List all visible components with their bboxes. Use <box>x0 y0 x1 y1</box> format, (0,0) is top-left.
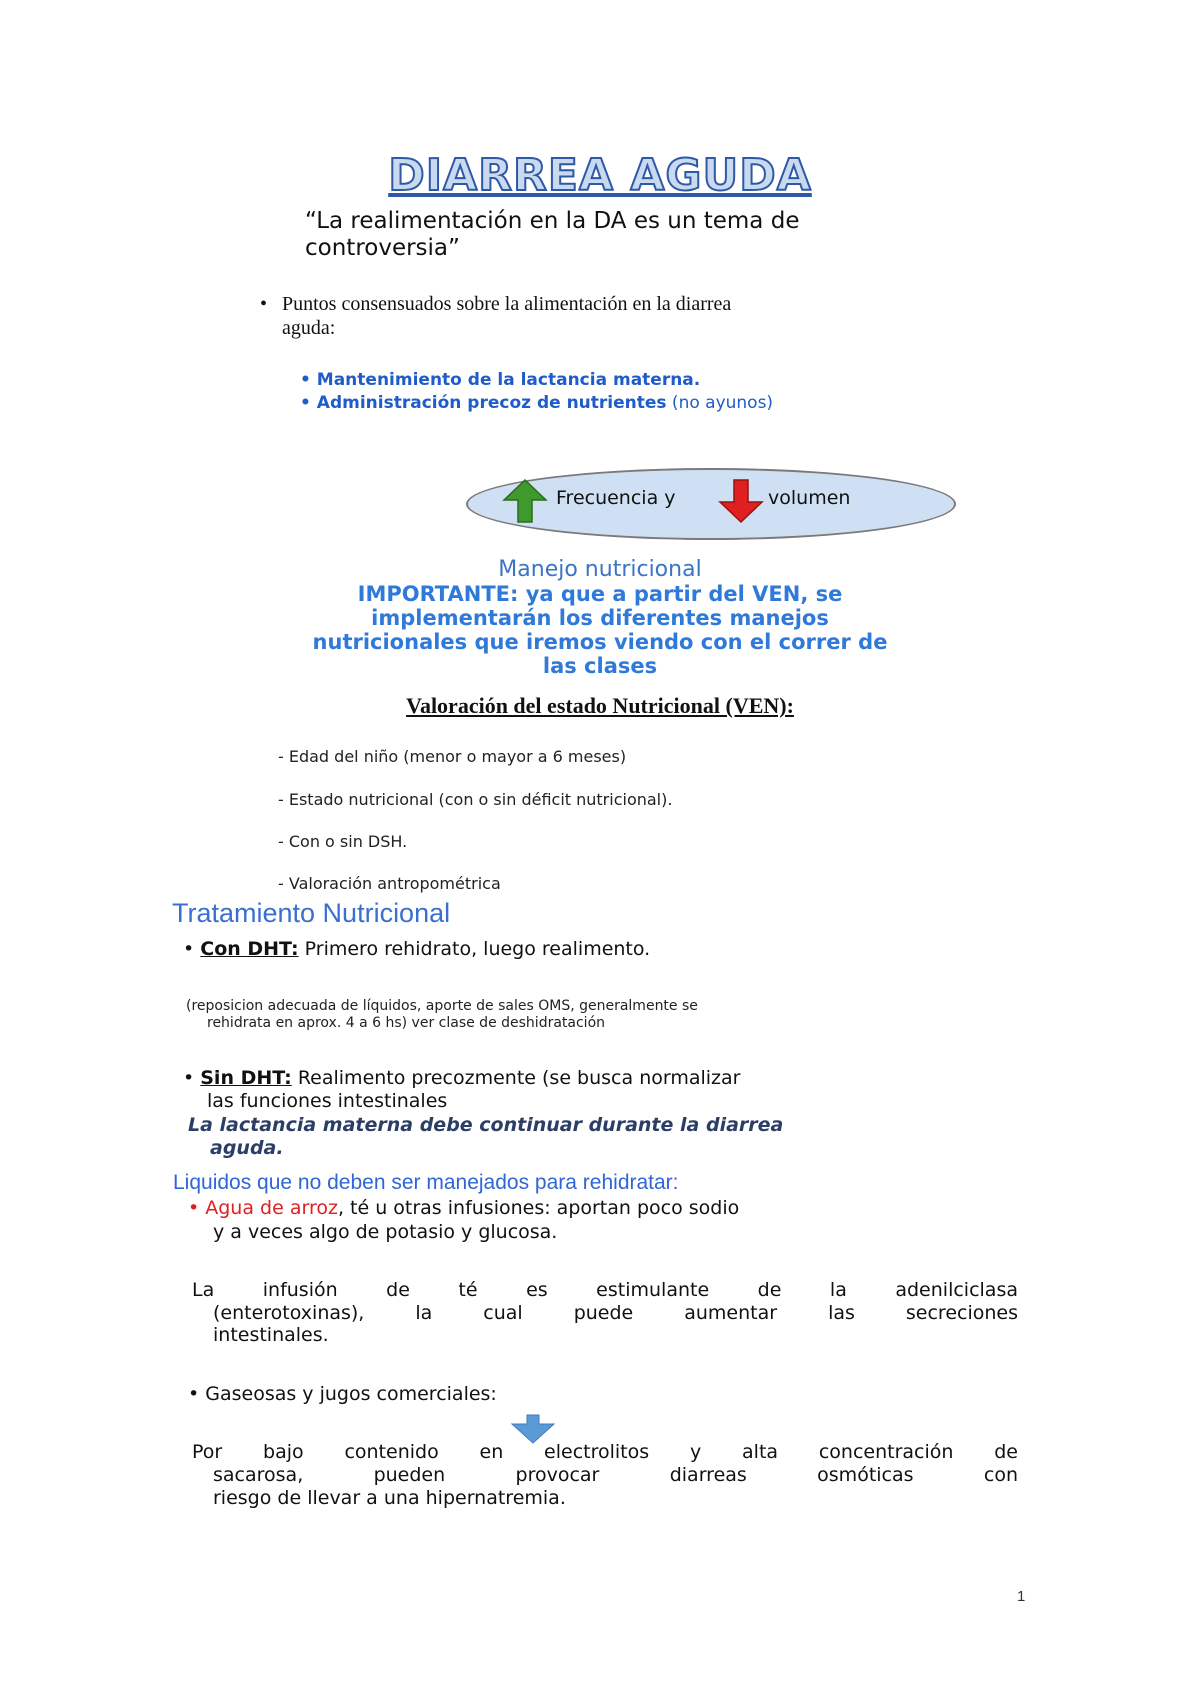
te-line-1: La infusión de té es estimulante de la adenilciclasa <box>192 1279 1018 1301</box>
bullet-icon: - <box>278 832 289 851</box>
bullet-icon: • <box>183 1067 201 1089</box>
sin-dht-text: Realimento precozmente (se busca normalizar <box>291 1067 741 1089</box>
arrow-down-icon <box>510 1414 556 1444</box>
quote-line-1: “La realimentación en la DA es un tema de <box>305 208 800 234</box>
manejo-line-1: IMPORTANTE: ya que a partir del VEN, se <box>357 582 843 606</box>
quote-line-2: controversia” <box>305 235 460 261</box>
agua-text-1: , té u otras infusiones: aportan poco sodio <box>337 1197 740 1219</box>
ellipse-text-volume: volumen <box>768 487 851 509</box>
lactancia-line-1: La lactancia materna debe continuar durante la diarrea <box>188 1114 784 1136</box>
lactancia-line-2: aguda. <box>210 1137 284 1159</box>
bajo-line-2: sacarosa, pueden provocar diarreas osmóticas con <box>213 1464 1018 1486</box>
bullet-icon: • <box>188 1383 206 1405</box>
list-item <box>300 369 773 392</box>
bajo-line-1: Por bajo contenido en electrolitos y alta concentración de <box>192 1441 1018 1463</box>
bajo-line-3: riesgo de llevar a una hipernatremia. <box>213 1487 566 1509</box>
bullet-icon: • <box>300 393 317 413</box>
te-line-2: (enterotoxinas), la cual puede aumentar las secreciones <box>213 1302 1018 1324</box>
bullet-icon: • <box>183 938 201 960</box>
manejo-line-3: nutricionales que iremos viendo con el correr de <box>312 630 888 654</box>
list-item-text: Edad del niño (menor o mayor a 6 meses) <box>288 747 627 766</box>
con-dht-text: Primero rehidrato, luego realimento. <box>298 938 651 960</box>
list-item <box>278 874 501 893</box>
arrow-down-icon <box>718 478 764 524</box>
sin-dht-label: Sin DHT: <box>200 1067 292 1089</box>
note-line-2: rehidrata en aprox. 4 a 6 hs) ver clase de deshidratación <box>207 1015 606 1031</box>
con-dht-line <box>183 938 650 960</box>
arrow-up-icon <box>502 478 548 524</box>
agua-de-arroz: Agua de arroz <box>205 1197 338 1219</box>
bullet-icon: • <box>260 293 268 315</box>
manejo-line-2: implementarán los diferentes manejos <box>371 606 829 630</box>
te-line-3: intestinales. <box>213 1324 329 1346</box>
gaseosas-text: Gaseosas y jugos comerciales: <box>205 1383 497 1405</box>
consensus-block <box>262 292 962 340</box>
bullet-icon: - <box>278 874 289 893</box>
agua-line-2: y a veces algo de potasio y glucosa. <box>213 1221 558 1243</box>
bullet-icon: - <box>278 747 289 766</box>
ellipse-text-frequency: Frecuencia y <box>556 487 676 509</box>
manejo-body <box>240 582 960 678</box>
bullet-icon: • <box>188 1197 206 1219</box>
note-line-1: (reposicion adecuada de líquidos, aporte de sales OMS, generalmente se <box>186 998 698 1014</box>
agua-line-1 <box>188 1197 739 1219</box>
list-item-text: Estado nutricional (con o sin déficit nutricional). <box>288 790 673 809</box>
bullet-icon: • <box>300 370 317 390</box>
list-item-text: Con o sin DSH. <box>288 832 408 851</box>
manejo-title: Manejo nutricional <box>498 557 702 582</box>
list-item-text: Valoración antropométrica <box>288 874 501 893</box>
consensus-line-1: Puntos consensuados sobre la alimentación en la diarrea <box>282 293 732 315</box>
page-title: DIARREA AGUDA <box>388 150 812 201</box>
list-item <box>300 392 773 415</box>
sin-dht-line <box>183 1067 740 1089</box>
consensus-list <box>300 369 773 415</box>
ven-title: Valoración del estado Nutricional (VEN): <box>406 693 794 718</box>
con-dht-label: Con DHT: <box>200 938 299 960</box>
list-item <box>278 747 626 766</box>
tratamiento-title: Tratamiento Nutricional <box>172 898 451 928</box>
liquidos-title: Liquidos que no deben ser manejados para rehidratar: <box>173 1171 679 1194</box>
bullet-icon: - <box>278 790 289 809</box>
page-number: 1 <box>1017 1588 1026 1605</box>
manejo-line-4: las clases <box>542 654 658 678</box>
quote <box>305 208 945 262</box>
list-item-text: Mantenimiento de la lactancia materna. <box>316 370 701 390</box>
consensus-line-2: aguda: <box>282 317 336 339</box>
gaseosas-line <box>188 1383 497 1405</box>
list-item-text: Administración precoz de nutrientes <box>316 393 667 413</box>
list-item <box>278 832 407 851</box>
list-item <box>278 790 672 809</box>
list-item-extra: (no ayunos) <box>666 393 774 413</box>
sin-dht-line-2: las funciones intestinales <box>207 1090 448 1112</box>
